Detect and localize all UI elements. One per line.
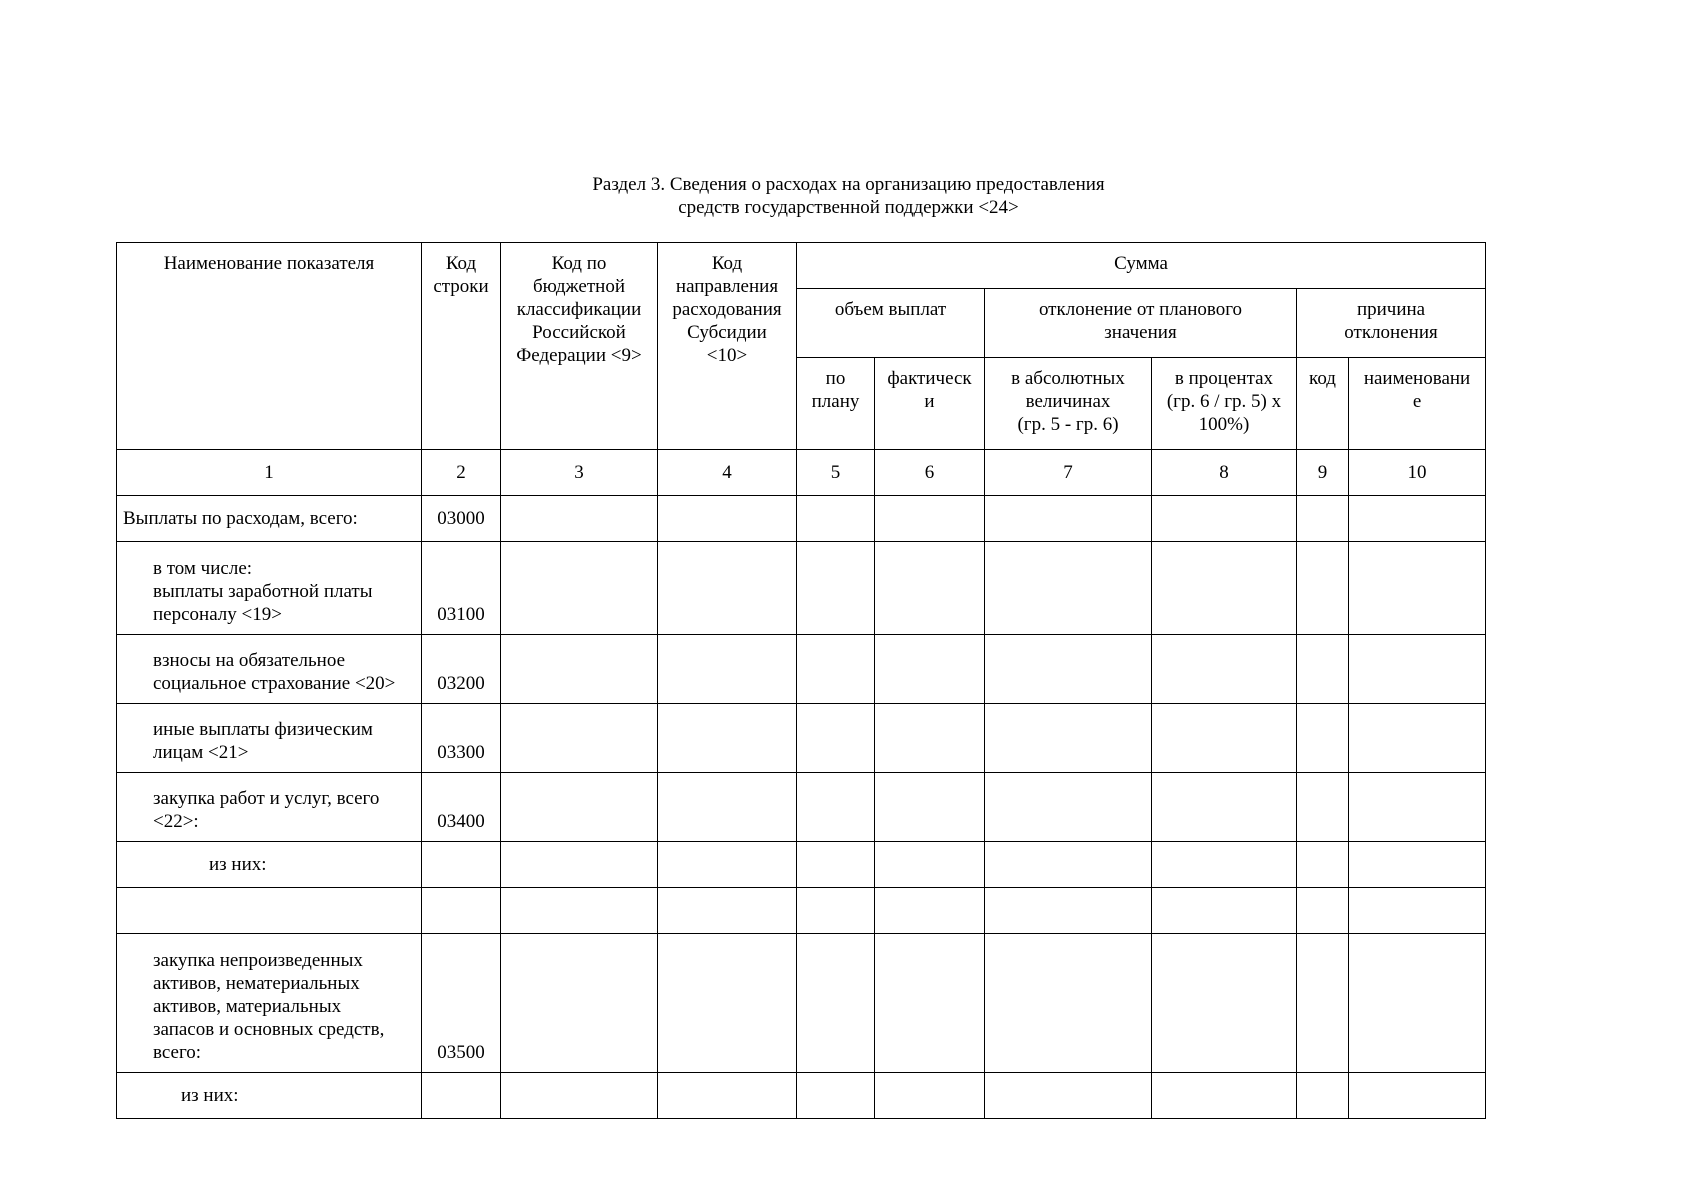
pct-deviation-cell[interactable] [1152, 934, 1297, 1073]
header-percentage: в процентах (гр. 6 / гр. 5) x 100%) [1152, 358, 1297, 450]
budget-code-cell[interactable] [501, 1073, 658, 1119]
table-row [117, 635, 1486, 704]
expenses-table [116, 242, 1486, 1119]
budget-code-cell[interactable] [501, 842, 658, 888]
pct-deviation-cell[interactable] [1152, 542, 1297, 635]
reason-name-cell[interactable] [1349, 635, 1486, 704]
row-name: в том числе: выплаты заработной платы персоналу <19> [117, 542, 422, 635]
row-code: 03200 [422, 635, 501, 704]
budget-code-cell[interactable] [501, 773, 658, 842]
plan-cell[interactable] [797, 842, 875, 888]
title-line-1: Раздел 3. Сведения о расходах на организацию предоставления [592, 174, 1105, 195]
reason-name-cell[interactable] [1349, 496, 1486, 542]
plan-cell[interactable] [797, 773, 875, 842]
direction-code-cell[interactable] [658, 1073, 797, 1119]
row-code [422, 842, 501, 888]
abs-deviation-cell[interactable] [985, 934, 1152, 1073]
reason-code-cell[interactable] [1297, 888, 1349, 934]
reason-name-cell[interactable] [1349, 542, 1486, 635]
abs-deviation-cell[interactable] [985, 842, 1152, 888]
header-reason-code: код [1297, 358, 1349, 450]
pct-deviation-cell[interactable] [1152, 704, 1297, 773]
budget-code-cell[interactable] [501, 496, 658, 542]
direction-code-cell[interactable] [658, 888, 797, 934]
row-name[interactable] [117, 888, 422, 934]
actual-cell[interactable] [875, 542, 985, 635]
reason-code-cell[interactable] [1297, 1073, 1349, 1119]
header-sum: Сумма [797, 243, 1486, 289]
plan-cell[interactable] [797, 635, 875, 704]
plan-cell[interactable] [797, 934, 875, 1073]
reason-name-cell[interactable] [1349, 704, 1486, 773]
header-by-plan: по плану [797, 358, 875, 450]
actual-cell[interactable] [875, 934, 985, 1073]
direction-code-cell[interactable] [658, 704, 797, 773]
table-row [117, 542, 1486, 635]
abs-deviation-cell[interactable] [985, 704, 1152, 773]
table-row [117, 934, 1486, 1073]
actual-cell[interactable] [875, 1073, 985, 1119]
row-name: Выплаты по расходам, всего: [117, 496, 422, 542]
abs-deviation-cell[interactable] [985, 888, 1152, 934]
row-code: 03100 [422, 542, 501, 635]
row-name: закупка работ и услуг, всего <22>: [117, 773, 422, 842]
title-line-2: средств государственной поддержки <24> [678, 197, 1019, 218]
header-row-code: Код строки [422, 243, 501, 450]
row-code[interactable] [422, 888, 501, 934]
row-code: 03500 [422, 934, 501, 1073]
direction-code-cell[interactable] [658, 496, 797, 542]
actual-cell[interactable] [875, 842, 985, 888]
row-code: 03400 [422, 773, 501, 842]
plan-cell[interactable] [797, 542, 875, 635]
table-row [117, 1073, 1486, 1119]
header-payments-volume: объем выплат [797, 289, 985, 358]
actual-cell[interactable] [875, 888, 985, 934]
row-code [422, 1073, 501, 1119]
plan-cell[interactable] [797, 888, 875, 934]
abs-deviation-cell[interactable] [985, 542, 1152, 635]
header-plan-deviation: отклонение от планового значения [985, 289, 1297, 358]
column-number: 3 [501, 450, 658, 496]
table-row [117, 773, 1486, 842]
reason-code-cell[interactable] [1297, 773, 1349, 842]
table-row [117, 704, 1486, 773]
header-budget-classification: Код по бюджетной классификации Российской Федерации <9> [501, 243, 658, 450]
header-reason-name: наименовани е [1349, 358, 1486, 450]
header-actual: фактическ и [875, 358, 985, 450]
budget-code-cell[interactable] [501, 934, 658, 1073]
table-row [117, 888, 1486, 934]
column-number: 9 [1297, 450, 1349, 496]
reason-name-cell[interactable] [1349, 842, 1486, 888]
pct-deviation-cell[interactable] [1152, 1073, 1297, 1119]
direction-code-cell[interactable] [658, 773, 797, 842]
reason-name-cell[interactable] [1349, 934, 1486, 1073]
reason-code-cell[interactable] [1297, 704, 1349, 773]
reason-code-cell[interactable] [1297, 934, 1349, 1073]
header-indicator-name: Наименование показателя [117, 243, 422, 450]
row-name: закупка непроизведенных активов, нематериальных активов, материальных запасов и основных средств, всего: [117, 934, 422, 1073]
column-number: 2 [422, 450, 501, 496]
row-name: иные выплаты физическим лицам <21> [117, 704, 422, 773]
reason-code-cell[interactable] [1297, 496, 1349, 542]
budget-code-cell[interactable] [501, 542, 658, 635]
document-title [0, 173, 1697, 219]
actual-cell[interactable] [875, 496, 985, 542]
column-numbers-row [117, 450, 1486, 496]
header-subsidy-direction: Код направления расходования Субсидии <10> [658, 243, 797, 450]
reason-code-cell[interactable] [1297, 635, 1349, 704]
reason-name-cell[interactable] [1349, 888, 1486, 934]
reason-name-cell[interactable] [1349, 1073, 1486, 1119]
direction-code-cell[interactable] [658, 934, 797, 1073]
plan-cell[interactable] [797, 1073, 875, 1119]
pct-deviation-cell[interactable] [1152, 888, 1297, 934]
budget-code-cell[interactable] [501, 704, 658, 773]
direction-code-cell[interactable] [658, 842, 797, 888]
reason-name-cell[interactable] [1349, 773, 1486, 842]
column-number: 5 [797, 450, 875, 496]
header-deviation-reason: причина отклонения [1297, 289, 1486, 358]
pct-deviation-cell[interactable] [1152, 842, 1297, 888]
abs-deviation-cell[interactable] [985, 1073, 1152, 1119]
abs-deviation-cell[interactable] [985, 635, 1152, 704]
actual-cell[interactable] [875, 704, 985, 773]
column-number: 1 [117, 450, 422, 496]
reason-code-cell[interactable] [1297, 542, 1349, 635]
column-number: 10 [1349, 450, 1486, 496]
direction-code-cell[interactable] [658, 635, 797, 704]
row-name: взносы на обязательное социальное страхование <20> [117, 635, 422, 704]
plan-cell[interactable] [797, 704, 875, 773]
abs-deviation-cell[interactable] [985, 496, 1152, 542]
row-name: из них: [117, 842, 422, 888]
table-row [117, 842, 1486, 888]
actual-cell[interactable] [875, 773, 985, 842]
reason-code-cell[interactable] [1297, 842, 1349, 888]
budget-code-cell[interactable] [501, 635, 658, 704]
plan-cell[interactable] [797, 496, 875, 542]
abs-deviation-cell[interactable] [985, 773, 1152, 842]
header-absolute-values: в абсолютных величинах (гр. 5 - гр. 6) [985, 358, 1152, 450]
row-code: 03000 [422, 496, 501, 542]
pct-deviation-cell[interactable] [1152, 496, 1297, 542]
direction-code-cell[interactable] [658, 542, 797, 635]
pct-deviation-cell[interactable] [1152, 773, 1297, 842]
column-number: 4 [658, 450, 797, 496]
column-number: 7 [985, 450, 1152, 496]
column-number: 8 [1152, 450, 1297, 496]
pct-deviation-cell[interactable] [1152, 635, 1297, 704]
column-number: 6 [875, 450, 985, 496]
actual-cell[interactable] [875, 635, 985, 704]
row-name: из них: [117, 1073, 422, 1119]
row-code: 03300 [422, 704, 501, 773]
budget-code-cell[interactable] [501, 888, 658, 934]
table-row [117, 496, 1486, 542]
